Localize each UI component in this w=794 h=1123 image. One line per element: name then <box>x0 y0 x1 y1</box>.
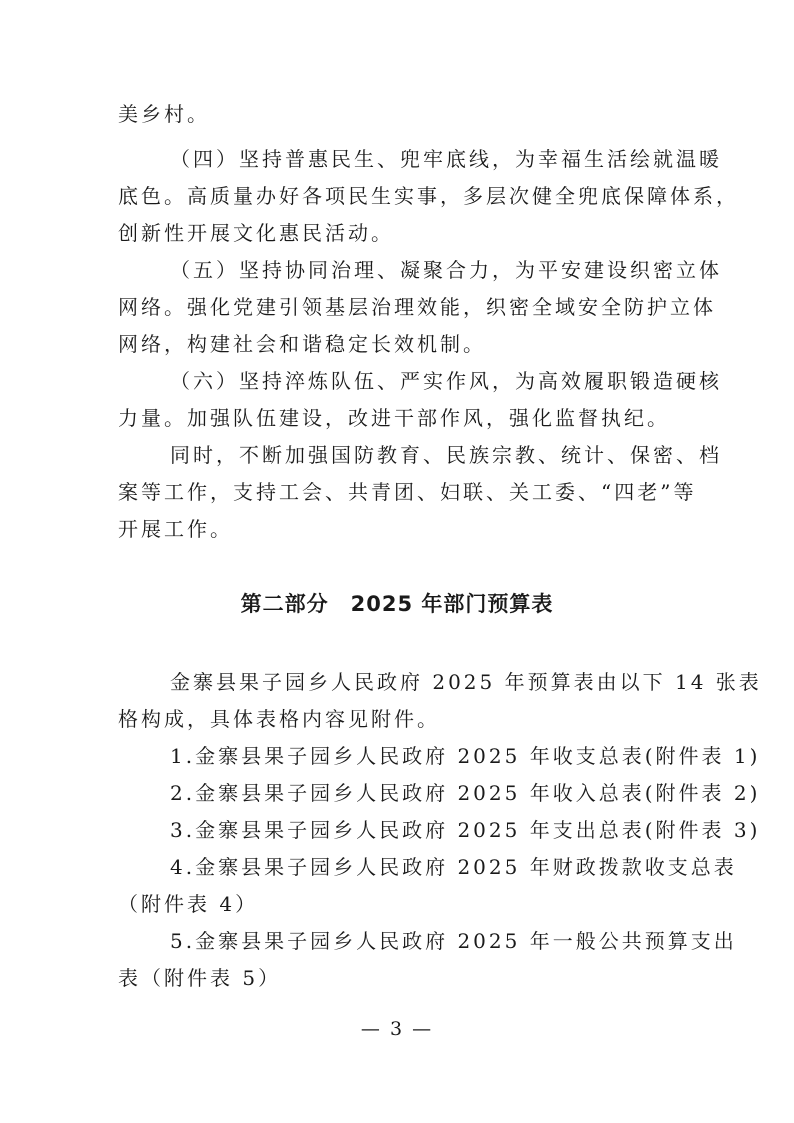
list-item: 1.金寨县果子园乡人民政府 2025 年收支总表(附件表 1) <box>170 744 761 768</box>
text-line: 力量。加强队伍建设，改进干部作风，强化监督执纪。 <box>118 406 670 430</box>
text-line: （六）坚持淬炼队伍、严实作风，为高效履职锻造硬核 <box>170 369 722 393</box>
text-line: 开展工作。 <box>118 517 233 541</box>
list-item: 5.金寨县果子园乡人民政府 2025 年一般公共预算支出 <box>170 929 737 953</box>
text-line: 格构成，具体表格内容见附件。 <box>118 707 440 731</box>
list-item-continuation: 表（附件表 5） <box>118 966 282 990</box>
text-line: 同时，不断加强国防教育、民族宗教、统计、保密、档 <box>170 443 722 467</box>
text-line: 美乡村。 <box>118 102 210 126</box>
page-number: — 3 — <box>360 1018 434 1040</box>
section-heading: 第二部分 2025 年部门预算表 <box>240 592 554 616</box>
text-line: 金寨县果子园乡人民政府 2025 年预算表由以下 14 张表 <box>170 670 762 694</box>
text-line: （四）坚持普惠民生、兜牢底线，为幸福生活绘就温暖 <box>170 147 722 171</box>
list-item: 2.金寨县果子园乡人民政府 2025 年收入总表(附件表 2) <box>170 781 761 805</box>
text-line: 案等工作，支持工会、共青团、妇联、关工委、“四老”等 <box>118 480 697 504</box>
text-line: 底色。高质量办好各项民生实事，多层次健全兜底保障体系， <box>118 184 739 208</box>
list-item: 4.金寨县果子园乡人民政府 2025 年财政拨款收支总表 <box>170 855 737 879</box>
text-line: 创新性开展文化惠民活动。 <box>118 221 394 245</box>
list-item-continuation: （附件表 4） <box>118 892 259 916</box>
list-item: 3.金寨县果子园乡人民政府 2025 年支出总表(附件表 3) <box>170 818 761 842</box>
text-line: 网络，构建社会和谐稳定长效机制。 <box>118 332 486 356</box>
text-line: 网络。强化党建引领基层治理效能，织密全域安全防护立体 <box>118 295 716 319</box>
text-line: （五）坚持协同治理、凝聚合力，为平安建设织密立体 <box>170 258 722 282</box>
